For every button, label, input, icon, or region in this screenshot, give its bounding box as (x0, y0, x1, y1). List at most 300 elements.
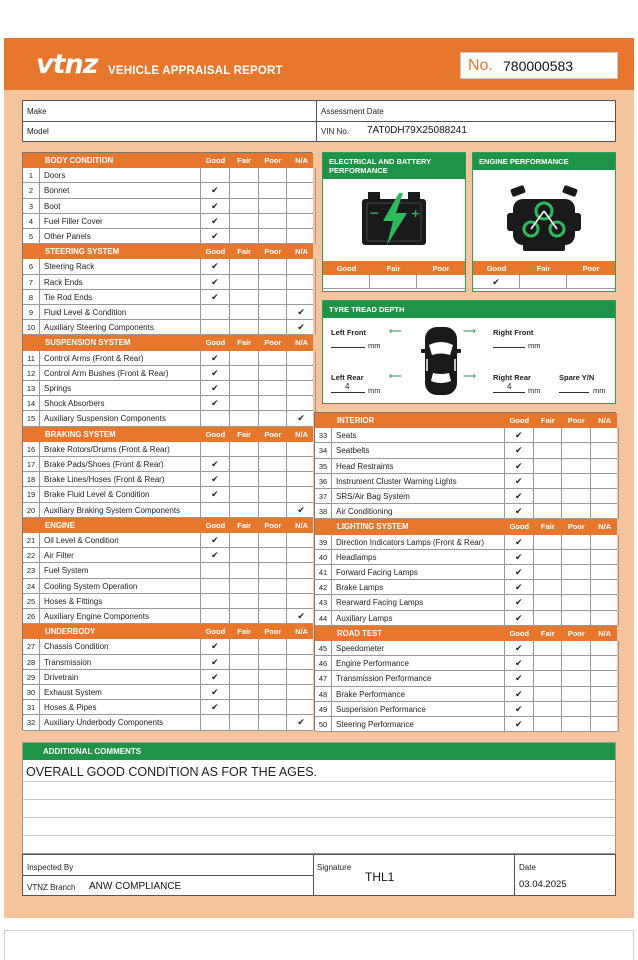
item-name: Rack Ends (44, 277, 83, 287)
rating-cell-poor[interactable] (259, 700, 288, 715)
rating-cell-na[interactable] (287, 670, 316, 685)
rating-cell-fair[interactable] (534, 428, 563, 443)
rating-cell-good[interactable] (201, 442, 230, 457)
rating-cell-poor[interactable] (259, 214, 288, 229)
rating-header-poor: Poor (264, 429, 282, 439)
rating-header-good: Good (205, 156, 226, 165)
rating-cell-na[interactable] (591, 611, 620, 626)
rating-cell-good[interactable]: ✔ (201, 259, 230, 274)
rating-cell-fair[interactable] (230, 670, 259, 685)
rating-cell-good[interactable]: ✔ (201, 183, 230, 198)
next-page-edge (4, 930, 634, 960)
rating-cell-good[interactable]: ✔ (201, 396, 230, 411)
rating-cell-good[interactable]: ✔ (201, 655, 230, 670)
rating-header-poor: Poor (567, 522, 585, 532)
rating-cell-good[interactable]: ✔ (505, 489, 534, 504)
rating-cell-poor[interactable] (259, 563, 288, 578)
rating-cell-na[interactable] (287, 396, 316, 411)
left-section-header (23, 518, 313, 533)
rating-cell-na[interactable] (287, 472, 316, 487)
rating-cell-good[interactable] (201, 168, 230, 183)
rating-cell-good[interactable] (201, 305, 230, 320)
rating-cell-fair[interactable] (534, 656, 563, 671)
rating-cell-good[interactable]: ✔ (505, 580, 534, 595)
rating-cell-poor[interactable] (259, 609, 288, 624)
rating-cell-na[interactable] (591, 550, 620, 565)
rating-cell-good[interactable]: ✔ (505, 443, 534, 458)
rating-cell-poor[interactable] (259, 396, 288, 411)
section-title: INTERIOR (337, 416, 375, 425)
rating-cell-fair[interactable] (230, 548, 259, 563)
left-front-arrow-icon: ⟵ (389, 326, 402, 336)
rating-cell-poor[interactable] (259, 183, 288, 198)
checklist-row (23, 472, 313, 487)
rating-cell-na[interactable] (287, 548, 316, 563)
left-rear-arrow-icon: ⟵ (389, 371, 402, 381)
rating-cell-na[interactable] (287, 579, 316, 594)
rating-cell-na[interactable] (591, 656, 620, 671)
item-number: 44 (315, 611, 332, 626)
right-rear-arrow-icon: ⟶ (463, 371, 476, 381)
rating-cell-fair[interactable] (534, 702, 563, 717)
comments-title: ADDITIONAL COMMENTS (43, 747, 142, 756)
checklist-row (315, 671, 617, 686)
rating-cell-na[interactable]: ✔ (287, 715, 316, 730)
rating-cell-na[interactable] (287, 183, 316, 198)
rating-cell-na[interactable] (287, 457, 316, 472)
rating-cell-poor[interactable] (562, 489, 591, 504)
rating-cell-fair[interactable] (230, 503, 259, 518)
checklist-row (23, 381, 313, 396)
rating-cell-good[interactable] (201, 503, 230, 518)
rating-header-good: Good (205, 247, 226, 257)
rating-cell-fair[interactable] (230, 457, 259, 472)
engine-cell-good[interactable]: ✔ (473, 275, 520, 289)
item-name: Fuel System (44, 566, 89, 576)
rating-cell-good[interactable]: ✔ (505, 717, 534, 732)
rating-cell-good[interactable] (201, 411, 230, 426)
item-number: 43 (315, 595, 332, 610)
rating-header-poor: Poor (264, 247, 282, 257)
left-rear-unit: mm (368, 386, 381, 395)
item-name: Engine Performance (336, 659, 409, 669)
left-section-header (23, 427, 313, 442)
rating-cell-na[interactable] (591, 580, 620, 595)
rating-cell-na[interactable] (287, 366, 316, 381)
rating-cell-poor[interactable] (259, 229, 288, 244)
branch-value: ANW COMPLIANCE (89, 881, 182, 892)
rating-cell-poor[interactable] (259, 411, 288, 426)
rating-cell-good[interactable]: ✔ (505, 702, 534, 717)
rating-cell-na[interactable] (591, 443, 620, 458)
item-number: 2 (23, 183, 40, 198)
rating-cell-poor[interactable] (259, 381, 288, 396)
rating-cell-na[interactable]: ✔ (287, 609, 316, 624)
rating-cell-poor[interactable] (259, 487, 288, 502)
rating-cell-good[interactable]: ✔ (201, 366, 230, 381)
rating-header-na: N/A (295, 156, 309, 165)
date-value: 03.04.2025 (519, 879, 567, 890)
rating-cell-poor[interactable] (259, 655, 288, 670)
rating-cell-good[interactable]: ✔ (201, 290, 230, 305)
item-name: Transmission (44, 657, 92, 667)
rating-cell-fair[interactable] (230, 366, 259, 381)
rating-cell-na[interactable] (591, 595, 620, 610)
rating-cell-na[interactable] (591, 687, 620, 702)
rating-cell-fair[interactable] (230, 381, 259, 396)
vin-label: VIN No. (321, 127, 350, 136)
rating-cell-na[interactable] (287, 563, 316, 578)
rating-cell-good[interactable]: ✔ (505, 611, 534, 626)
rating-cell-poor[interactable] (562, 459, 591, 474)
engine-cell-poor[interactable] (567, 275, 615, 289)
checklist-row (23, 229, 313, 244)
rating-cell-fair[interactable] (230, 320, 259, 335)
rating-cell-good[interactable]: ✔ (505, 535, 534, 550)
electrical-cell-good[interactable] (323, 275, 370, 289)
rating-cell-fair[interactable] (230, 199, 259, 214)
engine-rating-fair: Fair (536, 264, 551, 273)
checklist-row (315, 565, 617, 580)
rating-cell-na[interactable] (287, 442, 316, 457)
rating-cell-poor[interactable] (562, 611, 591, 626)
rating-cell-na[interactable] (287, 655, 316, 670)
rating-cell-poor[interactable] (562, 443, 591, 458)
rating-cell-fair[interactable] (534, 717, 563, 732)
engine-performance-title: ENGINE PERFORMANCE (473, 153, 615, 170)
electrical-battery-title: ELECTRICAL AND BATTERY PERFORMANCE (323, 153, 465, 179)
rating-cell-fair[interactable] (230, 655, 259, 670)
checklist-row (23, 396, 313, 411)
left-section-header (23, 335, 313, 350)
rating-cell-fair[interactable] (534, 489, 563, 504)
rating-cell-fair[interactable] (534, 580, 563, 595)
item-number: 34 (315, 443, 332, 458)
rating-cell-fair[interactable] (230, 290, 259, 305)
section-title: STEERING SYSTEM (45, 247, 120, 257)
rating-cell-poor[interactable] (259, 275, 288, 290)
rating-cell-fair[interactable] (230, 715, 259, 730)
rating-cell-good[interactable]: ✔ (201, 700, 230, 715)
rating-cell-good[interactable]: ✔ (505, 641, 534, 656)
rating-cell-poor[interactable] (259, 305, 288, 320)
item-name: Hoses & Fittings (44, 596, 103, 606)
rating-cell-fair[interactable] (230, 305, 259, 320)
rating-cell-good[interactable]: ✔ (201, 381, 230, 396)
rating-cell-fair[interactable] (534, 535, 563, 550)
rating-cell-fair[interactable] (534, 641, 563, 656)
item-name: Springs (44, 384, 72, 393)
rating-cell-good[interactable]: ✔ (505, 550, 534, 565)
rating-cell-poor[interactable] (259, 457, 288, 472)
rating-cell-fair[interactable] (230, 259, 259, 274)
report-number-box (460, 52, 618, 79)
rating-cell-good[interactable]: ✔ (201, 685, 230, 700)
rating-cell-na[interactable] (591, 504, 620, 519)
rating-cell-na[interactable] (287, 168, 316, 183)
rating-cell-na[interactable] (287, 290, 316, 305)
rating-cell-poor[interactable] (259, 670, 288, 685)
rating-cell-fair[interactable] (230, 700, 259, 715)
checklist-row (23, 411, 313, 426)
rating-cell-fair[interactable] (534, 550, 563, 565)
rating-cell-na[interactable] (287, 685, 316, 700)
rating-cell-fair[interactable] (230, 594, 259, 609)
rating-cell-poor[interactable] (562, 641, 591, 656)
rating-cell-na[interactable]: ✔ (287, 503, 316, 518)
rating-cell-poor[interactable] (562, 671, 591, 686)
rating-cell-poor[interactable] (259, 503, 288, 518)
electrical-cell-poor[interactable] (417, 275, 465, 289)
checklist-row (23, 199, 313, 214)
rating-cell-fair[interactable] (534, 459, 563, 474)
rating-cell-fair[interactable] (230, 411, 259, 426)
section-title: SUSPENSION SYSTEM (45, 338, 131, 348)
rating-cell-na[interactable] (287, 639, 316, 654)
rating-cell-na[interactable] (591, 489, 620, 504)
rating-cell-fair[interactable] (230, 351, 259, 366)
checklist-row (23, 715, 313, 730)
item-number: 11 (23, 351, 40, 366)
rating-cell-na[interactable] (591, 428, 620, 443)
rating-cell-na[interactable] (287, 351, 316, 366)
rating-cell-poor[interactable] (259, 472, 288, 487)
engine-cell-fair[interactable] (520, 275, 567, 289)
right-section-header (315, 626, 617, 641)
item-name: Drivetrain (44, 672, 79, 682)
rating-cell-fair[interactable] (230, 487, 259, 502)
rating-cell-good[interactable]: ✔ (201, 351, 230, 366)
rating-cell-good[interactable]: ✔ (505, 656, 534, 671)
rating-cell-good[interactable]: ✔ (201, 533, 230, 548)
rating-cell-good[interactable]: ✔ (505, 687, 534, 702)
rating-cell-fair[interactable] (230, 533, 259, 548)
rating-cell-good[interactable]: ✔ (201, 214, 230, 229)
rating-cell-na[interactable] (591, 565, 620, 580)
rating-cell-poor[interactable] (259, 199, 288, 214)
rating-cell-fair[interactable] (534, 687, 563, 702)
rating-cell-poor[interactable] (562, 656, 591, 671)
rating-cell-good[interactable]: ✔ (201, 487, 230, 502)
electrical-battery-box (322, 152, 466, 292)
rating-cell-poor[interactable] (259, 533, 288, 548)
rating-cell-na[interactable] (287, 487, 316, 502)
left-front-unit: mm (368, 341, 381, 350)
report-number-label: No. (468, 57, 493, 74)
item-name: Rearward Facing Lamps (336, 598, 424, 608)
rating-cell-good[interactable]: ✔ (505, 671, 534, 686)
rating-cell-poor[interactable] (259, 639, 288, 654)
rating-cell-fair[interactable] (534, 595, 563, 610)
rating-cell-poor[interactable] (562, 474, 591, 489)
rating-cell-good[interactable]: ✔ (201, 472, 230, 487)
rating-cell-na[interactable]: ✔ (287, 305, 316, 320)
rating-cell-poor[interactable] (259, 168, 288, 183)
rating-cell-fair[interactable] (230, 168, 259, 183)
checklist-row (23, 487, 313, 502)
rating-cell-poor[interactable] (259, 594, 288, 609)
rating-cell-fair[interactable] (230, 214, 259, 229)
rating-cell-fair[interactable] (534, 504, 563, 519)
comments-text: OVERALL GOOD CONDITION AS FOR THE AGES. (26, 765, 318, 779)
model-label: Model (27, 127, 49, 136)
rating-cell-na[interactable]: ✔ (287, 320, 316, 335)
rating-cell-na[interactable] (287, 381, 316, 396)
checklist-row (315, 717, 617, 732)
rating-cell-fair[interactable] (230, 563, 259, 578)
rating-cell-poor[interactable] (259, 290, 288, 305)
rating-cell-poor[interactable] (259, 442, 288, 457)
rating-cell-na[interactable]: ✔ (287, 411, 316, 426)
rating-cell-fair[interactable] (230, 685, 259, 700)
rating-cell-fair[interactable] (230, 442, 259, 457)
rating-cell-good[interactable]: ✔ (201, 670, 230, 685)
item-number: 36 (315, 474, 332, 489)
rating-cell-fair[interactable] (534, 671, 563, 686)
left-rear-label: Left Rear (331, 373, 364, 382)
rating-header-fair: Fair (540, 522, 555, 532)
rating-cell-fair[interactable] (230, 396, 259, 411)
item-name: Shock Absorbers (44, 399, 105, 409)
rating-cell-poor[interactable] (259, 351, 288, 366)
rating-cell-good[interactable]: ✔ (201, 639, 230, 654)
rating-cell-fair[interactable] (230, 275, 259, 290)
engine-performance-box (472, 152, 616, 292)
rating-cell-poor[interactable] (562, 687, 591, 702)
rating-cell-poor[interactable] (562, 550, 591, 565)
item-name: Auxiliary Engine Components (44, 612, 149, 621)
item-name: Auxiliary Lamps (336, 613, 393, 623)
rating-cell-good[interactable] (201, 609, 230, 624)
rating-cell-poor[interactable] (562, 580, 591, 595)
rating-header-poor: Poor (264, 520, 282, 530)
rating-cell-good[interactable]: ✔ (201, 457, 230, 472)
rating-cell-na[interactable] (591, 641, 620, 656)
rating-cell-na[interactable] (591, 717, 620, 732)
item-name: Other Panels (44, 232, 91, 241)
item-name: Brake Fluid Level & Condition (44, 490, 150, 500)
signature-value: THL1 (365, 870, 395, 884)
rating-cell-poor[interactable] (562, 565, 591, 580)
item-number: 16 (23, 442, 40, 457)
rating-cell-poor[interactable] (259, 259, 288, 274)
rating-cell-na[interactable] (591, 459, 620, 474)
rating-header-na: N/A (295, 247, 309, 257)
rating-cell-good[interactable]: ✔ (505, 428, 534, 443)
item-name: Brake Lines/Hoses (Front & Rear) (44, 475, 165, 485)
rating-cell-good[interactable] (201, 594, 230, 609)
rating-cell-na[interactable] (287, 533, 316, 548)
rating-cell-good[interactable]: ✔ (201, 229, 230, 244)
item-number: 10 (23, 320, 40, 335)
item-name: Control Arms (Front & Rear) (44, 353, 144, 363)
rating-cell-good[interactable]: ✔ (505, 474, 534, 489)
checklist-row (315, 656, 617, 671)
svg-text:+: + (411, 207, 421, 220)
item-number: 45 (315, 641, 332, 656)
rating-cell-fair[interactable] (534, 611, 563, 626)
rating-cell-fair[interactable] (534, 565, 563, 580)
rating-cell-fair[interactable] (230, 579, 259, 594)
rating-cell-good[interactable]: ✔ (505, 595, 534, 610)
rating-header-fair: Fair (540, 628, 555, 638)
item-number: 48 (315, 687, 332, 702)
rating-cell-poor[interactable] (562, 702, 591, 717)
rating-cell-fair[interactable] (230, 229, 259, 244)
rating-cell-good[interactable] (201, 715, 230, 730)
right-front-label: Right Front (493, 328, 534, 337)
item-name: Headlamps (336, 552, 377, 562)
rating-cell-good[interactable]: ✔ (505, 459, 534, 474)
rating-cell-na[interactable] (287, 199, 316, 214)
rating-cell-poor[interactable] (562, 595, 591, 610)
rating-header-good: Good (205, 627, 226, 637)
electrical-cell-fair[interactable] (370, 275, 417, 289)
rating-cell-fair[interactable] (534, 443, 563, 458)
rating-cell-na[interactable] (287, 275, 316, 290)
rating-cell-na[interactable] (591, 535, 620, 550)
rating-cell-fair[interactable] (230, 183, 259, 198)
rating-cell-good[interactable]: ✔ (201, 275, 230, 290)
rating-cell-poor[interactable] (259, 715, 288, 730)
rating-cell-good[interactable] (201, 579, 230, 594)
rating-cell-fair[interactable] (230, 639, 259, 654)
rating-cell-poor[interactable] (562, 535, 591, 550)
rating-cell-poor[interactable] (562, 504, 591, 519)
section-title: ENGINE (45, 520, 75, 530)
checklist-row (23, 275, 313, 290)
engine-rating-poor: Poor (582, 264, 600, 273)
rating-cell-poor[interactable] (259, 366, 288, 381)
rating-cell-na[interactable] (287, 594, 316, 609)
item-number: 30 (23, 685, 40, 700)
rating-cell-poor[interactable] (259, 685, 288, 700)
rating-cell-na[interactable] (287, 229, 316, 244)
item-number: 25 (23, 594, 40, 609)
item-name: Chassis Condition (44, 642, 109, 652)
rating-cell-fair[interactable] (534, 474, 563, 489)
rating-cell-na[interactable] (591, 702, 620, 717)
left-section-header (23, 624, 313, 639)
checklist-row (315, 611, 617, 626)
rating-cell-na[interactable] (287, 700, 316, 715)
rating-cell-good[interactable] (201, 320, 230, 335)
checklist-row (315, 702, 617, 717)
rating-header-fair: Fair (237, 520, 251, 530)
rating-cell-na[interactable] (287, 214, 316, 229)
rating-cell-na[interactable] (287, 259, 316, 274)
rating-cell-na[interactable] (591, 671, 620, 686)
item-number: 27 (23, 639, 40, 654)
rating-cell-poor[interactable] (259, 320, 288, 335)
rating-cell-poor[interactable] (562, 717, 591, 732)
rating-cell-fair[interactable] (230, 472, 259, 487)
rating-cell-good[interactable]: ✔ (505, 565, 534, 580)
rating-cell-na[interactable] (591, 474, 620, 489)
item-number: 5 (23, 229, 40, 244)
rating-cell-poor[interactable] (259, 548, 288, 563)
rating-cell-good[interactable] (201, 563, 230, 578)
item-number: 15 (23, 411, 40, 426)
rating-cell-good[interactable]: ✔ (201, 199, 230, 214)
rating-cell-good[interactable]: ✔ (201, 548, 230, 563)
rating-cell-poor[interactable] (562, 428, 591, 443)
checklist-row (23, 214, 313, 229)
left-front-label: Left Front (331, 328, 366, 337)
rating-cell-poor[interactable] (259, 579, 288, 594)
rating-cell-good[interactable]: ✔ (505, 504, 534, 519)
rating-cell-fair[interactable] (230, 609, 259, 624)
